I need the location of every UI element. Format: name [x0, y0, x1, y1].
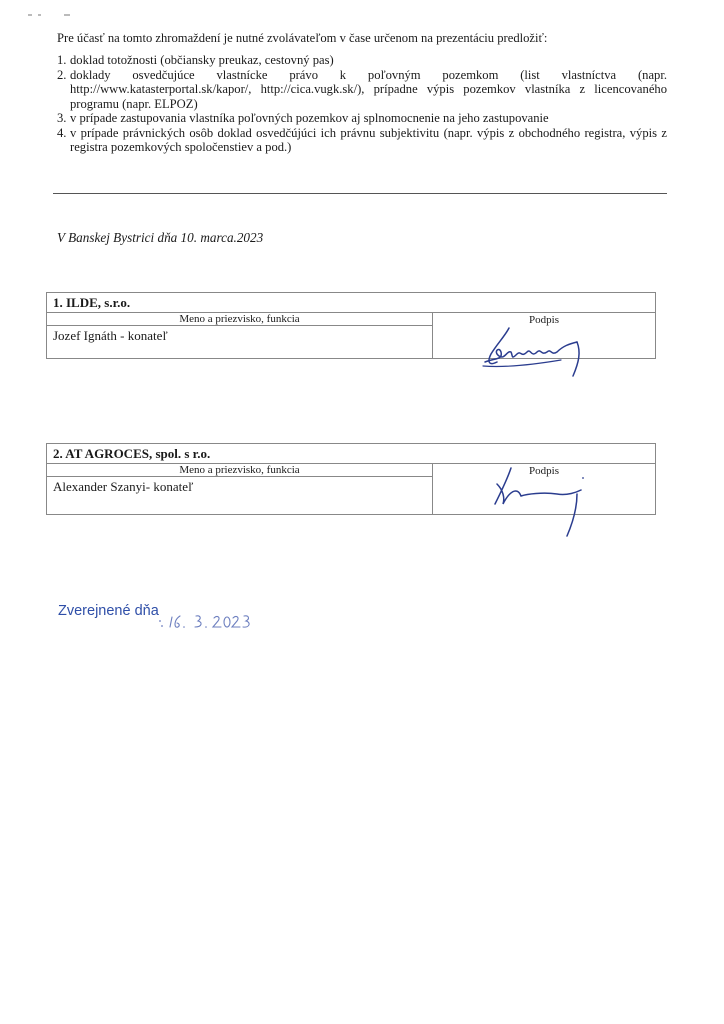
- signature-column-label: Podpis: [529, 465, 559, 477]
- list-item: 3. v prípade zastupovania vlastníka poľovných pozemkov aj splnomocnenie na jeho zastupovanie: [57, 111, 549, 125]
- handwritten-signature-1: [477, 322, 597, 378]
- handwritten-published-date: [158, 611, 258, 631]
- list-item: 1. doklad totožnosti (občiansky preukaz, cestovný pas): [57, 53, 334, 67]
- horizontal-divider: [53, 193, 667, 194]
- required-documents-list: [57, 53, 667, 155]
- scan-artifact: [28, 14, 88, 20]
- handwritten-signature-2: [487, 464, 587, 538]
- name-column-label: Meno a priezvisko, funkcia: [47, 464, 432, 477]
- organization-name: 2. AT AGROCES, spol. s r.o.: [47, 444, 655, 464]
- name-column-label: Meno a priezvisko, funkcia: [47, 313, 432, 326]
- signatory-name: Jozef Ignáth - konateľ: [53, 328, 168, 343]
- organization-name: 1. ILDE, s.r.o.: [47, 293, 655, 313]
- intro-text: Pre účasť na tomto zhromaždení je nutné zvolávateľom v čase určenom na prezentáciu predložiť:: [57, 31, 548, 45]
- list-item: 4. v prípade právnických osôb doklad osvedčújúci ich právnu subjektivitu (napr. výpis z obchodného registra, výpis z registra pozemkových spoločenstiev a pod.): [57, 125, 667, 154]
- published-stamp-label: Zverejnené dňa: [58, 603, 159, 619]
- place-date: V Banskej Bystrici dňa 10. marca.2023: [57, 230, 264, 245]
- list-item: 2. doklady osvedčujúce vlastnícke právo k poľovným pozemkom (list vlastníctva (napr. http://www.katasterportal.sk/kapor/, http://cica.vugk.sk/), prípadne výpis pozemkov vlastníka z licencovaného programu (napr. ELPOZ): [57, 67, 667, 111]
- signatory-name: Alexander Szanyi- konateľ: [53, 479, 194, 494]
- signature-column-label: Podpis: [529, 314, 559, 326]
